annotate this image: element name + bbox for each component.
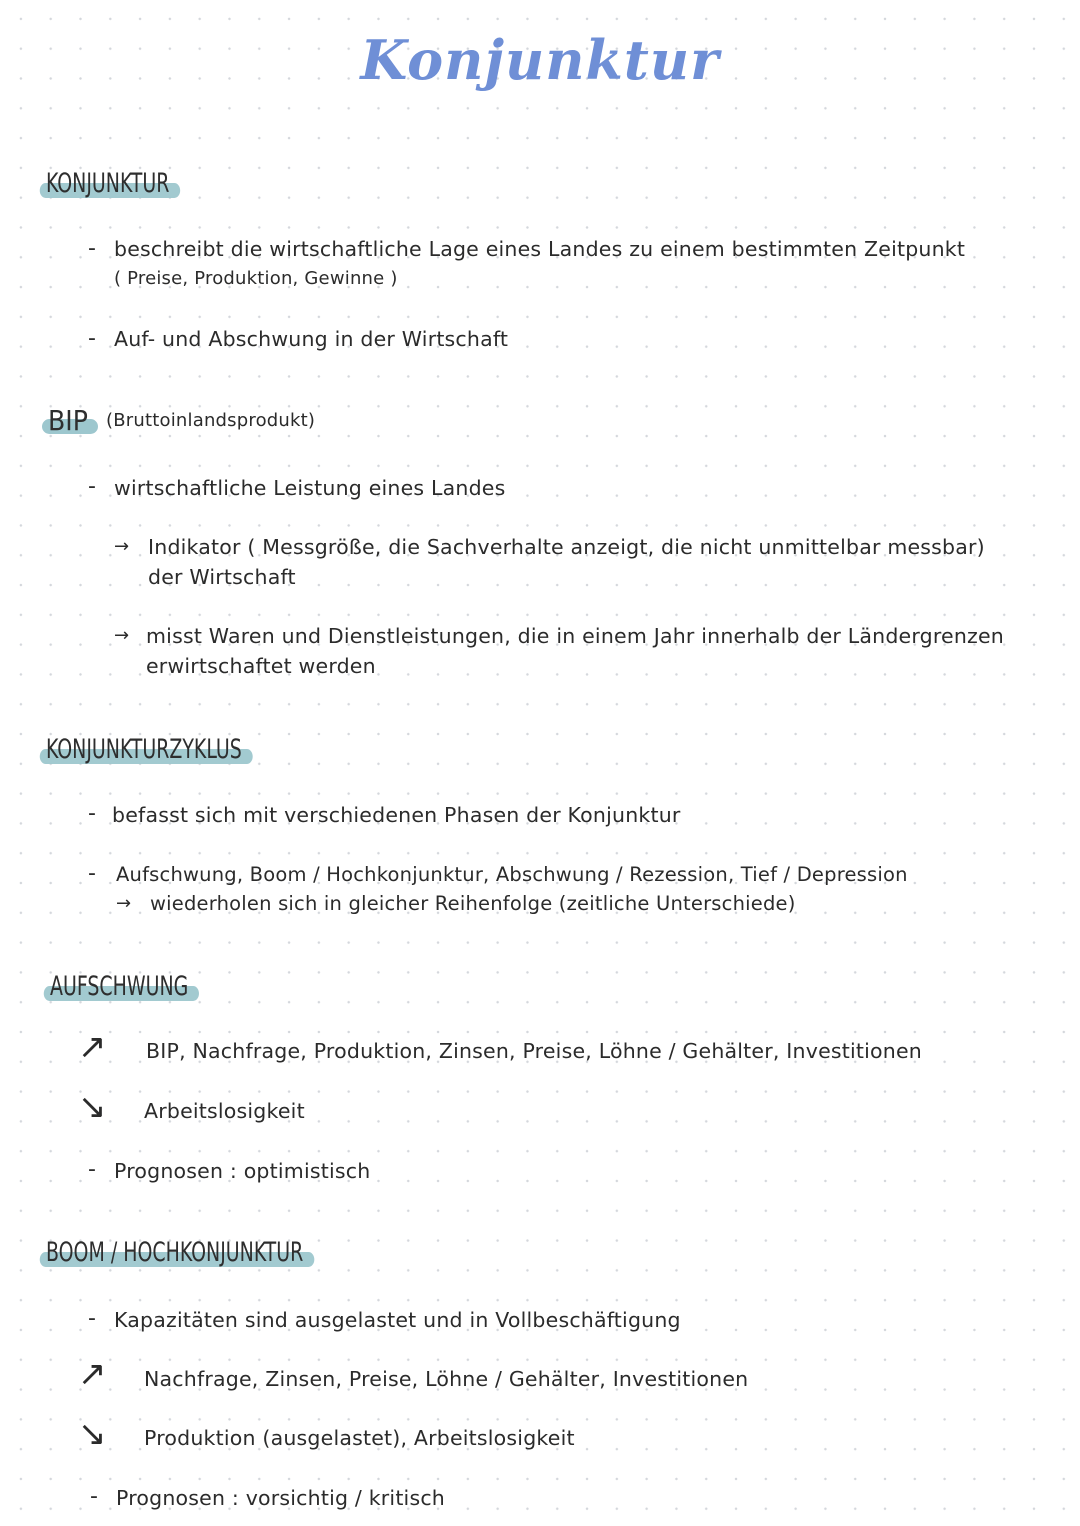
arrow-right-icon: →	[114, 536, 130, 557]
dash-icon: -	[88, 236, 96, 261]
dash-icon: -	[88, 474, 96, 499]
dash-icon: -	[88, 801, 96, 826]
heading-konjunkturzyklus: KONJUNKTURZYKLUS	[46, 734, 242, 765]
bip-misst: misst Waren und Dienstleistungen, die in einem Jahr innerhalb der Ländergrenzen	[146, 624, 1005, 648]
arrow-up-icon: ↗	[78, 1354, 107, 1394]
zyklus-phasen: befasst sich mit verschiedenen Phasen der Konjunktur	[112, 803, 681, 827]
konjunktur-definition-examples: ( Preise, Produktion, Gewinne )	[114, 268, 398, 289]
arrow-right-icon: →	[116, 893, 132, 914]
page-title: Konjunktur	[360, 28, 720, 92]
bip-misst-cont: erwirtschaftet werden	[146, 654, 376, 678]
konjunktur-definition: beschreibt die wirtschaftliche Lage eines Landes zu einem bestimmten Zeitpunkt	[114, 237, 966, 261]
heading-aufschwung: AUFSCHWUNG	[50, 971, 189, 1002]
dash-icon: -	[88, 1306, 96, 1331]
bip-subtitle: (Bruttoinlandsprodukt)	[106, 410, 316, 431]
aufschwung-sinkend: Arbeitslosigkeit	[144, 1099, 305, 1123]
bip-indikator: Indikator ( Messgröße, die Sachverhalte anzeigt, die nicht unmittelbar messbar)	[148, 535, 985, 559]
bip-indikator-cont: der Wirtschaft	[148, 565, 296, 589]
boom-prognose: Prognosen : vorsichtig / kritisch	[116, 1486, 445, 1510]
arrow-down-icon: ↘	[78, 1087, 107, 1127]
konjunktur-auf-abschwung: Auf- und Abschwung in der Wirtschaft	[114, 327, 509, 351]
bip-leistung: wirtschaftliche Leistung eines Landes	[114, 476, 506, 500]
arrow-right-icon: →	[114, 625, 130, 646]
boom-steigend: Nachfrage, Zinsen, Preise, Löhne / Gehälter, Investitionen	[144, 1367, 749, 1391]
dash-icon: -	[88, 326, 96, 351]
heading-boom: BOOM / HOCHKONJUNKTUR	[46, 1237, 304, 1268]
zyklus-phasenliste: Aufschwung, Boom / Hochkonjunktur, Abschwung / Rezession, Tief / Depression	[116, 863, 908, 886]
zyklus-wiederholung: wiederholen sich in gleicher Reihenfolge (zeitliche Unterschiede)	[150, 892, 796, 915]
arrow-down-icon: ↘	[78, 1414, 107, 1454]
boom-sinkend: Produktion (ausgelastet), Arbeitslosigkeit	[144, 1426, 575, 1450]
boom-kapazitaeten: Kapazitäten sind ausgelastet und in Vollbeschäftigung	[114, 1308, 681, 1332]
heading-konjunktur: KONJUNKTUR	[46, 168, 170, 199]
dash-icon: -	[88, 1157, 96, 1182]
dash-icon: -	[90, 1484, 98, 1509]
aufschwung-prognose: Prognosen : optimistisch	[114, 1159, 371, 1183]
aufschwung-steigend: BIP, Nachfrage, Produktion, Zinsen, Preise, Löhne / Gehälter, Investitionen	[146, 1039, 922, 1063]
dash-icon: -	[88, 861, 96, 886]
heading-bip: BIP	[48, 404, 88, 437]
arrow-up-icon: ↗	[78, 1027, 107, 1067]
